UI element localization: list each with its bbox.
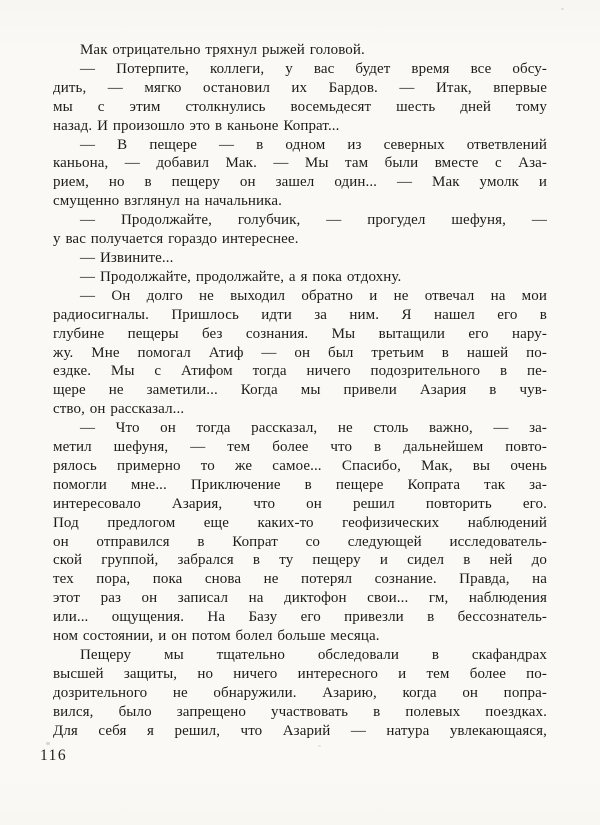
text-line: дить, — мягко остановил их Бардов. — Итак, впервые <box>53 79 547 96</box>
text-line: радиосигналы. Пришлось идти за ним. Я нашел его в <box>53 306 547 323</box>
scan-speck <box>318 745 321 747</box>
text-line: — Продолжайте, голубчик, — прогудел шефуня, — <box>80 212 547 229</box>
text-line: ездке. Мы с Атифом тогда ничего подозрительного в пе- <box>53 363 547 380</box>
text-line: — Извините... <box>80 249 174 266</box>
text-line: Для себя я решил, что Азарий — натура увлекающаяся, <box>53 722 547 739</box>
text-line: вился, было запрещено участвовать в полевых поездках. <box>53 703 547 720</box>
text-line: рием, но в пещеру он зашел один... — Мак умолк и <box>53 174 547 191</box>
text-line: мы с этим столкнулись восемьдесят шесть дней тому <box>53 98 547 115</box>
text-line: этот раз он записал на диктофон свои... гм, наблюдения <box>53 590 547 607</box>
page-text-block <box>53 41 547 741</box>
text-line: у вас получается гораздо интереснее. <box>53 231 299 248</box>
text-line: Мак отрицательно тряхнул рыжей головой. <box>80 42 365 58</box>
text-line: Пещеру мы тщательно обследовали в скафандрах <box>80 647 547 663</box>
text-line: щере не заметили... Когда мы привели Азария в чув- <box>53 382 547 399</box>
text-line: смущенно взглянул на начальника. <box>53 193 282 210</box>
scan-speck <box>561 8 564 10</box>
page-number: 116 <box>40 747 68 764</box>
text-line: или... ощущения. На Базу его привезли в бессознатель- <box>53 609 547 626</box>
text-line: интересовало Азария, что он решил повторить его. <box>53 495 547 512</box>
text-line: — Продолжайте, продолжайте, а я пока отдохну. <box>80 268 402 285</box>
text-line: — В пещере — в одном из северных ответвлений <box>80 136 547 153</box>
scan-speck <box>46 742 50 745</box>
text-line: ство, он рассказал... <box>53 401 185 418</box>
text-line: — Он долго не выходил обратно и не отвечал на мои <box>80 287 547 304</box>
text-line: тех пора, пока снова не потерял сознание. Правда, на <box>53 571 547 588</box>
text-line: ской группой, забрался в ту пещеру и сидел в ней до <box>53 552 547 569</box>
text-line: — Потерпите, коллеги, у вас будет время все обсу- <box>80 60 547 77</box>
text-line: помогли мне... Приключение в пещере Копрата так за- <box>53 476 547 493</box>
text-line: каньона, — добавил Мак. — Мы там были вместе с Аза- <box>53 155 547 172</box>
text-line: дозрительного не обнаружили. Азарию, когда он попра- <box>53 684 547 701</box>
text-line: рялось примерно то же самое... Спасибо, Мак, вы очень <box>53 457 547 474</box>
text-line: жу. Мне помогал Атиф — он был третьим в нашей по- <box>53 344 547 361</box>
text-line: назад. И произошло это в каньоне Копрат... <box>53 117 340 134</box>
text-line: — Что он тогда рассказал, не столь важно, — за- <box>80 420 547 437</box>
text-line: Под предлогом еще каких-то геофизических наблюдений <box>53 514 547 531</box>
text-line: он отправился в Копрат со следующей исследователь- <box>53 533 547 550</box>
text-line: высшей защиты, но ничего интересного и тем более по- <box>53 665 547 682</box>
text-line: ном состоянии, и он потом болел больше месяца. <box>53 628 380 645</box>
text-line: глубине пещеры без сознания. Мы вытащили его нару- <box>53 325 547 342</box>
text-line: метил шефуня, — тем более что в дальнейшем повто- <box>53 439 547 456</box>
